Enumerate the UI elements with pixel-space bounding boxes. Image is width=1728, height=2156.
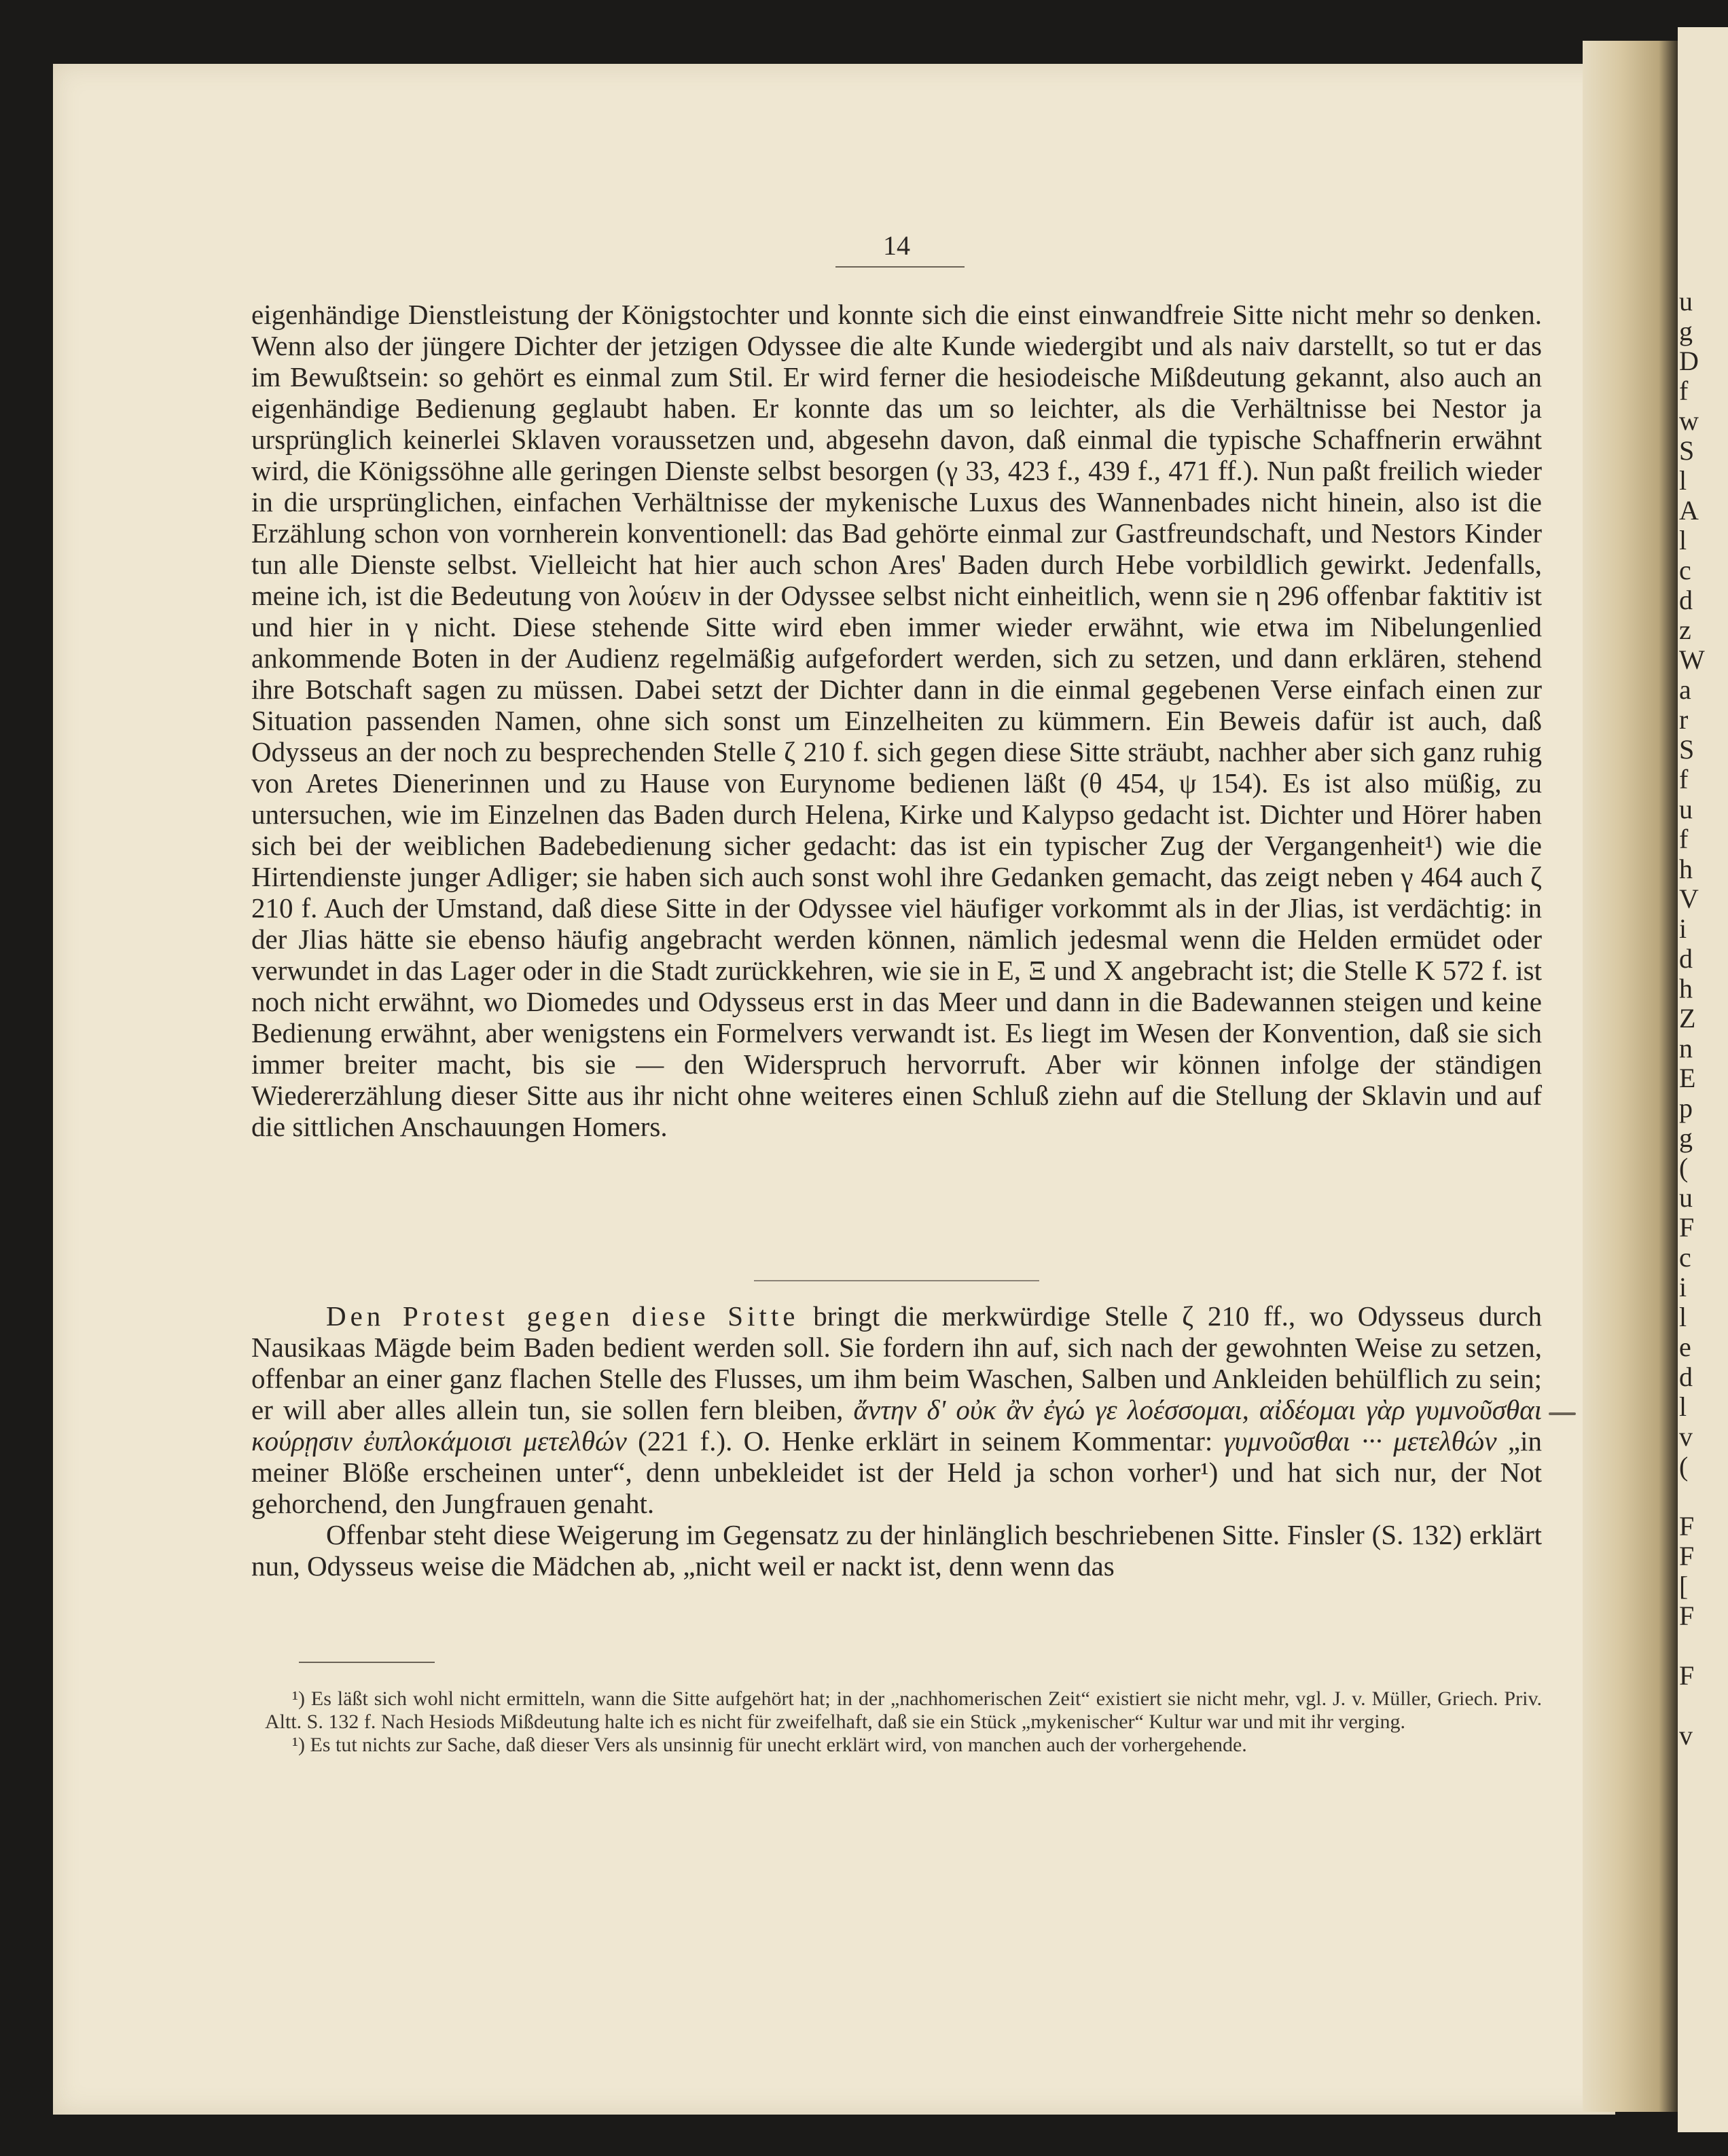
footnotes [265,1687,1542,1757]
adjacent-fragment: h [1679,854,1693,884]
adjacent-fragment: W [1679,644,1705,675]
adjacent-fragment: l [1679,1391,1687,1422]
adjacent-fragment: ( [1679,1451,1689,1482]
adjacent-fragment: a [1679,674,1691,705]
adjacent-fragment: d [1679,585,1693,615]
paragraph-top: eigenhändige Dienstleistung der Königstochter und konnte sich die einst einwandfreie Sitte nicht mehr so denken. Wenn also der jüngere Dichter der jetzigen Odyssee die alte Kunde wiedergibt und als naiv darstellt, so tut er das im Bewußtsein: so gehört es einmal zum Stil. Er wird ferner die hesiodeische Mißdeutung gekannt, also auch an eigenhändige Bedienung geglaubt haben. Er konnte das um so leichter, als die Verhältnisse bei Nestor ja ursprünglich keinerlei Sklaven voraussetzen und, abgesehn davon, daß einmal die typische Schaffnerin erwähnt wird, die Königssöhne alle geringen Dienste selbst besorgen (γ 33, 423 f., 439 f., 471 ff.). Nun paßt freilich wieder in die ursprünglichen, einfachen Verhältnisse der mykenische Luxus des Wannenbades nicht hinein, also ist die Erzählung schon von vornherein konventionell: das Bad gehörte einmal zur Gastfreundschaft, und Nestors Kinder tun alle Dienste selbst. Vielleicht hat hier auch schon Ares' Baden durch Hebe vorbildlich gewirkt. Jedenfalls, meine ich, ist die Bedeutung von λούειν in der Odyssee selbst nicht einheitlich, wenn sie η 296 offenbar faktitiv ist und hier in γ nicht. Diese stehende Sitte wird eben immer wieder erwähnt, wie etwa im Nibelungenlied ankommende Boten in der Audienz regelmäßig aufgefordert werden, sich zu setzen, und dann erklären, stehend ihre Botschaft sagen zu müssen. Dabei setzt der Dichter dann in die einmal gegebenen Verse einfach einen zur Situation passenden Namen, ohne sich sonst um Einzelheiten zu kümmern. Ein Beweis dafür ist auch, daß Odysseus an der noch zu besprechenden Stelle ζ 210 f. sich gegen diese Sitte sträubt, nachher aber sich ganz ruhig von Aretes Dienerinnen und zu Hause von Eurynome bedienen läßt (θ 454, ψ 154). Es ist also müßig, zu untersuchen, wie im Einzelnen das Baden durch Helena, Kirke und Kalypso gedacht ist. Dichter und Hörer haben sich bei der weiblichen Badebedienung sicher gedacht: das ist ein typischer Zug der Vergangenheit¹) wie die Hirtendienste junger Adliger; sie haben sich auch sonst wohl ihre Gedanken gemacht, das zeigt neben γ 464 auch ζ 210 f. Auch der Umstand, daß diese Sitte in der Odyssee viel häufiger vorkommt als in der Jlias, ist verdächtig: in der Jlias hätte sie ebenso häufig angebracht werden können, nämlich jedesmal wenn die Helden ermüdet oder verwundet in das Lager oder in die Stadt zurückkehren, wie sie in E, Ξ und X angebracht ist; die Stelle K 572 f. ist noch nicht erwähnt, wo Diomedes und Odysseus erst in das Meer und dann in die Badewannen steigen und keine Bedienung erwähnt, aber wenigstens ein Formelvers verwandt ist. Es liegt im Wesen der Konvention, daß sie sich immer breiter macht, bis sie — den Widerspruch hervorruft. Aber wir können infolge der ständigen Wiedererzählung dieser Sitte aus ihr nicht ohne weiteres einen Schluß ziehn auf die Stellung der Sklavin und auf die sittlichen Anschauungen Homers. [251,299,1542,1142]
footnote-2: ¹) Es tut nichts zur Sache, daß dieser Vers als unsinnig für unecht erklärt wird, von manchen auch der vorhergehende. [292,1734,1247,1756]
adjacent-fragment: d [1679,1362,1693,1392]
adjacent-fragment: c [1679,1242,1691,1273]
page-number-rule [835,266,965,268]
greek-quote-1: ἄντην δ' οὐκ ἂν ἐγώ γε λοέσσομαι, αἰδέομαι γὰρ γυμνοῦσθαι κούρῃσιν ἐυπλοκάμοισι μετελθών [251,1394,1543,1457]
adjacent-fragment: g [1679,1122,1693,1153]
adjacent-fragment: D [1679,346,1699,376]
adjacent-fragment: V [1679,883,1699,914]
adjacent-fragment: u [1679,1182,1693,1213]
main-text-block [251,299,1542,1142]
adjacent-page [1678,27,1728,2132]
page-gutter-edge [1583,41,1678,2112]
adjacent-fragment: A [1679,495,1699,526]
spaced-heading-phrase: Den Protest gegen diese Sitte [326,1300,799,1332]
paragraph-finsler: Offenbar steht diese Weigerung im Gegensatz zu der hinlänglich beschriebenen Sitte. Finsler (S. 132) erklärt nun, Odysseus weise die Mädchen ab, „nicht weil er nackt ist, denn wenn das [251,1519,1542,1582]
adjacent-fragment: S [1679,734,1695,765]
adjacent-fragment: f [1679,764,1689,794]
adjacent-fragment: p [1679,1093,1693,1123]
adjacent-fragment: d [1679,943,1693,974]
adjacent-fragment: f [1679,376,1689,406]
adjacent-fragment: S [1679,435,1695,466]
adjacent-fragment: v [1679,1720,1693,1751]
adjacent-fragment: ( [1679,1152,1689,1183]
adjacent-fragment: E [1679,1063,1696,1093]
adjacent-fragment: Z [1679,1003,1696,1034]
adjacent-fragment: h [1679,973,1693,1004]
adjacent-fragment: g [1679,316,1693,346]
footnote-1: ¹) Es läßt sich wohl nicht ermitteln, wann die Sitte aufgehört hat; in der „nachhomerischen Zeit“ existiert sie nicht mehr, vgl. J. v. Müller, Griech. Priv. Altt. S. 132 f. Nach Hesiods Mißdeutung halte ich es nicht für zweifelhaft, daß sie ein Stück „mykenischer“ Kultur war und mit ihr verging. [265,1687,1542,1733]
adjacent-fragment: u [1679,794,1693,824]
adjacent-fragment: F [1679,1212,1695,1243]
adjacent-fragment: e [1679,1332,1691,1362]
adjacent-fragment: l [1679,1302,1687,1332]
adjacent-fragment: r [1679,704,1689,735]
print-speck [1549,1412,1576,1415]
paragraph-protest-rest: bringt die merkwürdige Stelle ζ 210 ff., wo Odysseus durch Nausikaas Mägde beim Baden bedient werden soll. Sie fordern ihn auf, sich nach der gewohnten Weise zu setzen, offenbar an einer ganz flachen Stelle des Flusses, um ihm beim Waschen, Salben und Ankleiden behülflich zu sein; er will aber alles allein tun, sie sollen fern bleiben, [251,1300,1542,1425]
adjacent-fragment: w [1679,405,1699,436]
paragraph-protest-mid: (221 f.). O. Henke erklärt in seinem Kommentar: [626,1425,1224,1457]
paragraph-protest-end: „in meiner Blöße erscheinen unter“, denn unbekleidet ist der Held ja schon vorher¹) und hat sich nur, der Not gehorchend, den Jungfrauen genaht. [251,1425,1542,1519]
adjacent-fragment: l [1679,465,1687,496]
adjacent-fragment: F [1679,1601,1695,1631]
adjacent-fragment: [ [1679,1571,1689,1601]
adjacent-fragment: F [1679,1541,1695,1571]
adjacent-fragment: F [1679,1660,1695,1691]
adjacent-fragment: i [1679,1272,1687,1302]
adjacent-fragment: l [1679,525,1687,555]
page-number: 14 [883,230,910,261]
greek-quote-2: γυμνοῦσθαι ··· μετελθών [1223,1425,1497,1457]
adjacent-fragment: i [1679,913,1687,944]
adjacent-fragment: F [1679,1511,1695,1541]
section-separator [754,1280,1039,1281]
paragraph-protest [251,1300,1542,1519]
footnote-rule [299,1662,435,1663]
adjacent-fragment: f [1679,824,1689,854]
adjacent-fragment: n [1679,1033,1693,1063]
adjacent-fragment: c [1679,555,1691,585]
adjacent-fragment: u [1679,286,1693,316]
adjacent-fragment: v [1679,1421,1693,1452]
adjacent-fragment: z [1679,615,1691,645]
section-two-text [251,1300,1542,1582]
